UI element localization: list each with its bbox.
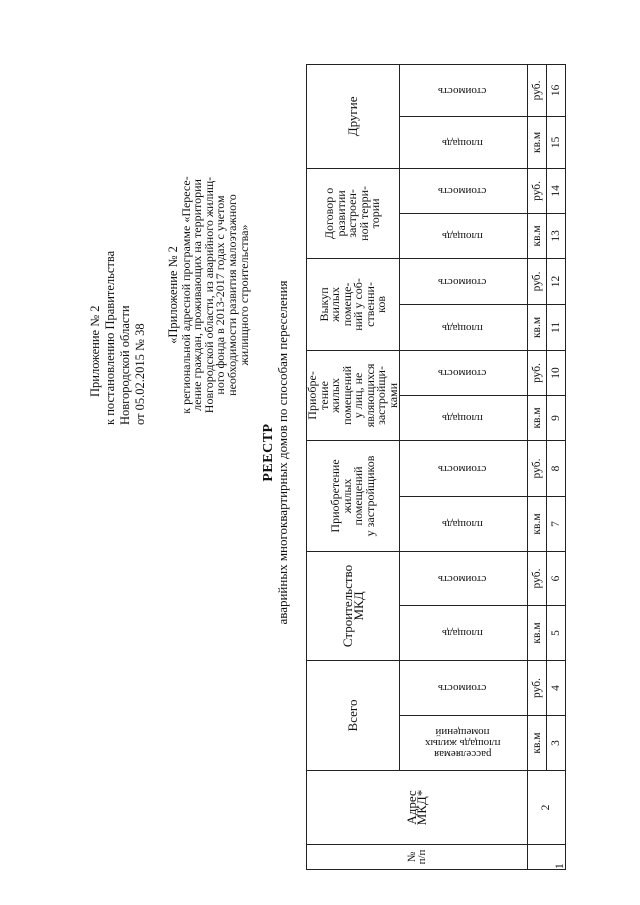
column-number-cell: 11 (547, 304, 566, 350)
unit-cell: руб. (528, 551, 547, 605)
column-number-cell: 8 (547, 440, 566, 496)
column-number-cell: 2 (528, 771, 566, 845)
group-header-total: Всего (307, 660, 400, 770)
unit-cell: руб. (528, 350, 547, 395)
unit-cell: кв.м (528, 304, 547, 350)
column-number-cell: 5 (547, 605, 566, 660)
approval-line-1: Приложение № 2 (88, 305, 102, 397)
unit-cell: кв.м (528, 395, 547, 440)
appendix-title: «Приложение № 2 (166, 246, 180, 344)
column-number-cell: 7 (547, 496, 566, 551)
column-number-cell: 16 (547, 64, 566, 116)
group-header-buyout: Выкуп жилых помеще- ний у соб- ственни- ков (307, 258, 400, 350)
appendix-line: жилищного строительства» (236, 224, 251, 366)
unit-cell: руб. (528, 440, 547, 496)
subheader-area: площадь (400, 605, 528, 660)
document-subtitle: аварийных многоквартирных домов по способам переселения (275, 280, 290, 625)
approval-line-4: от 05.02.2015 № 38 (133, 323, 147, 425)
subheader-area: площадь (400, 304, 528, 350)
appendix-line: к региональной адресной программе «Пересе- (178, 176, 193, 414)
subheader-area: площадь (400, 496, 528, 551)
registry-table (306, 64, 566, 870)
subheader-resettled-area: расселяемая площадь жилых помещений (400, 716, 528, 771)
group-header-purchase-developers: Приобретение жилых помещений у застройщиков (307, 440, 400, 551)
appendix-line: ного фонда в 2013-2017 годах с учетом (213, 195, 228, 395)
subheader-cost: стоимость (400, 440, 528, 496)
approval-line-3: Новгородской области (118, 305, 132, 425)
column-number-cell: 13 (547, 213, 566, 258)
subheader-cost: стоимость (400, 64, 528, 116)
subheader-area: площадь (400, 213, 528, 258)
subheader-area: площадь (400, 116, 528, 168)
group-header-construction: Строительство МКД (307, 551, 400, 660)
unit-cell: кв.м (528, 496, 547, 551)
column-number-cell: 6 (547, 551, 566, 605)
column-number-cell: 3 (547, 716, 566, 771)
table-units-row (528, 64, 547, 869)
column-number-cell: 1 (528, 845, 566, 870)
table-column-numbers-row (547, 64, 566, 869)
column-number-cell: 12 (547, 258, 566, 304)
subheader-cost: стоимость (400, 551, 528, 605)
unit-cell: кв.м (528, 605, 547, 660)
appendix-note (168, 155, 250, 435)
column-number-cell: 10 (547, 350, 566, 395)
group-header-development-agreement: Договор о развитии застроен- ной терри- тории (307, 168, 400, 258)
approval-stamp (88, 125, 148, 425)
column-number-cell: 9 (547, 395, 566, 440)
subheader-cost: стоимость (400, 660, 528, 715)
col-header-address: Адрес МКД* (307, 771, 528, 845)
appendix-line: Новгородской области, из аварийного жилищ- (201, 176, 216, 414)
unit-cell: руб. (528, 660, 547, 715)
column-number-cell: 14 (547, 168, 566, 213)
document-heading (261, 0, 290, 905)
subheader-cost: стоимость (400, 168, 528, 213)
unit-cell: руб. (528, 64, 547, 116)
group-header-other: Другие (307, 64, 400, 168)
unit-cell: кв.м (528, 213, 547, 258)
subheader-cost: стоимость (400, 258, 528, 304)
subheader-area: площадь (400, 395, 528, 440)
unit-cell: руб. (528, 258, 547, 304)
table-header-row-groups (307, 64, 400, 869)
column-number-cell: 15 (547, 116, 566, 168)
appendix-line: ление граждан, проживающих на территории (190, 179, 205, 411)
column-number-cell: 4 (547, 660, 566, 715)
col-header-number: № п/п (307, 845, 528, 870)
subheader-cost: стоимость (400, 350, 528, 395)
unit-cell: кв.м (528, 116, 547, 168)
table-header-row-subcolumns (400, 64, 528, 869)
group-header-purchase-non-developers: Приобре- тение жилых помещений у лиц, не являющихся застройщи- ками (307, 350, 400, 440)
document-title: РЕЕСТР (261, 423, 276, 482)
approval-line-2: к постановлению Правительства (103, 250, 117, 425)
appendix-line: необходимости развития малоэтажного (224, 194, 239, 396)
unit-cell: руб. (528, 168, 547, 213)
unit-cell: кв.м (528, 716, 547, 771)
